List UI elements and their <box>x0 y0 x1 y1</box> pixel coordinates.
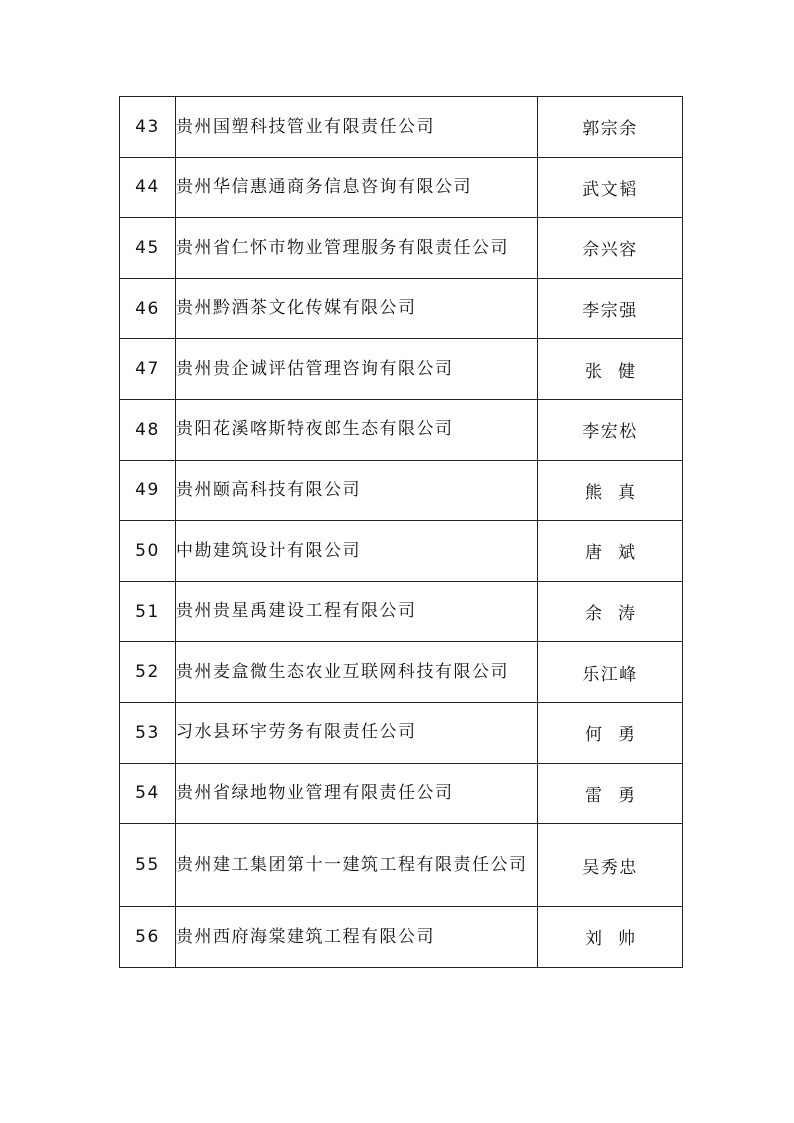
person-name: 唐斌 <box>538 521 683 582</box>
person-name: 武文韬 <box>538 157 683 218</box>
company-name: 贵州省绿地物业管理有限责任公司 <box>176 763 538 824</box>
table-row <box>120 581 683 642</box>
row-number: 43 <box>120 97 176 158</box>
person-name: 刘帅 <box>538 907 683 968</box>
table-row <box>120 218 683 279</box>
company-name: 贵州建工集团第十一建筑工程有限责任公司 <box>176 824 538 907</box>
table-row <box>120 521 683 582</box>
person-name: 乐江峰 <box>538 642 683 703</box>
row-number: 52 <box>120 642 176 703</box>
company-name: 习水县环宇劳务有限责任公司 <box>176 702 538 763</box>
table-row <box>120 907 683 968</box>
company-name: 贵州华信惠通商务信息咨询有限公司 <box>176 157 538 218</box>
company-list-table <box>119 96 683 968</box>
company-name: 贵州颐高科技有限公司 <box>176 460 538 521</box>
row-number: 51 <box>120 581 176 642</box>
row-number: 48 <box>120 399 176 460</box>
table-row <box>120 824 683 907</box>
row-number: 45 <box>120 218 176 279</box>
person-name: 余涛 <box>538 581 683 642</box>
row-number: 46 <box>120 278 176 339</box>
person-name: 李宗强 <box>538 278 683 339</box>
person-name: 李宏松 <box>538 399 683 460</box>
company-name: 贵州贵企诚评估管理咨询有限公司 <box>176 339 538 400</box>
company-name: 贵州黔酒茶文化传媒有限公司 <box>176 278 538 339</box>
person-name: 何勇 <box>538 702 683 763</box>
company-name: 贵阳花溪喀斯特夜郎生态有限公司 <box>176 399 538 460</box>
table-row <box>120 460 683 521</box>
row-number: 44 <box>120 157 176 218</box>
person-name: 吴秀忠 <box>538 824 683 907</box>
person-name: 张健 <box>538 339 683 400</box>
row-number: 50 <box>120 521 176 582</box>
company-name: 贵州贵星禹建设工程有限公司 <box>176 581 538 642</box>
table-row <box>120 702 683 763</box>
person-name: 雷勇 <box>538 763 683 824</box>
table-row <box>120 97 683 158</box>
row-number: 53 <box>120 702 176 763</box>
table-row <box>120 642 683 703</box>
row-number: 54 <box>120 763 176 824</box>
row-number: 56 <box>120 907 176 968</box>
table-row <box>120 157 683 218</box>
company-name: 贵州麦盒微生态农业互联网科技有限公司 <box>176 642 538 703</box>
company-name: 贵州西府海棠建筑工程有限公司 <box>176 907 538 968</box>
person-name: 佘兴容 <box>538 218 683 279</box>
person-name: 熊真 <box>538 460 683 521</box>
table-row <box>120 278 683 339</box>
row-number: 47 <box>120 339 176 400</box>
company-name: 贵州省仁怀市物业管理服务有限责任公司 <box>176 218 538 279</box>
table-row <box>120 399 683 460</box>
company-name: 中勘建筑设计有限公司 <box>176 521 538 582</box>
company-name: 贵州国塑科技管业有限责任公司 <box>176 97 538 158</box>
table-row <box>120 763 683 824</box>
table-row <box>120 339 683 400</box>
row-number: 49 <box>120 460 176 521</box>
person-name: 郭宗余 <box>538 97 683 158</box>
row-number: 55 <box>120 824 176 907</box>
